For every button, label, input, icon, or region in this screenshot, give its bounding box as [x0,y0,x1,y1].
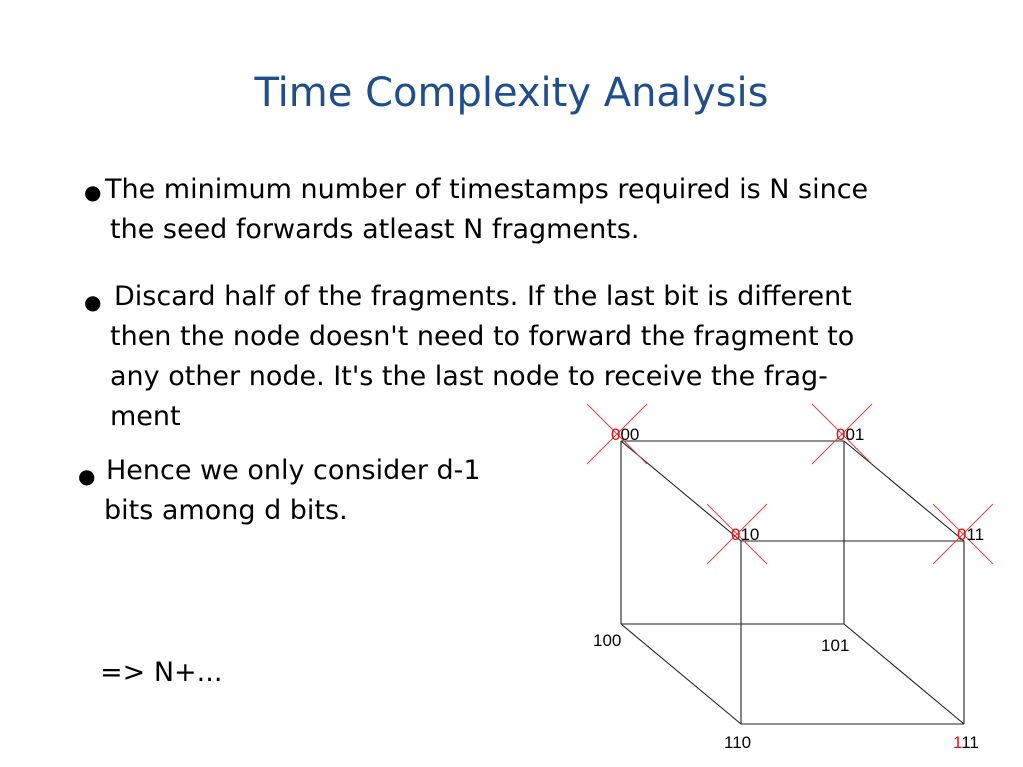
node-label-000: 000 [611,425,640,444]
bullet-3-line-2: bits among d bits. [104,495,348,526]
bullet-2-line-1: Discard half of the fragments. If the last bit is different [114,281,852,312]
bullet-1-line-1: The minimum number of timestamps required is N since [105,174,869,205]
bullet-1-line-2: the seed forwards atleast N fragments. [110,214,640,245]
node-label-111: 111 [953,733,979,752]
node-label-101: 101 [821,636,850,655]
bullet-3-line-1: Hence we only consider d-1 [106,455,481,486]
node-label-010: 010 [731,525,760,544]
node-label-001: 001 [836,425,865,444]
result-text: => N+... [100,657,223,688]
bullet-dot: ● [78,464,96,488]
bullet-dot: ● [84,290,102,314]
page-title: Time Complexity Analysis [254,70,769,116]
bullet-2-line-3: any other node. It's the last node to receive the frag- [110,361,828,392]
edge-100-110 [621,624,741,724]
edge-101-111 [844,624,964,724]
bullet-2-line-4: ment [110,401,181,432]
bullet-dot: ● [84,180,102,204]
node-label-011: 011 [957,525,985,544]
edge-001-011 [844,441,964,541]
bullet-2-line-2: then the node doesn't need to forward the fragment to [110,321,855,352]
node-label-100: 100 [593,631,622,650]
node-label-110: 110 [724,733,752,752]
